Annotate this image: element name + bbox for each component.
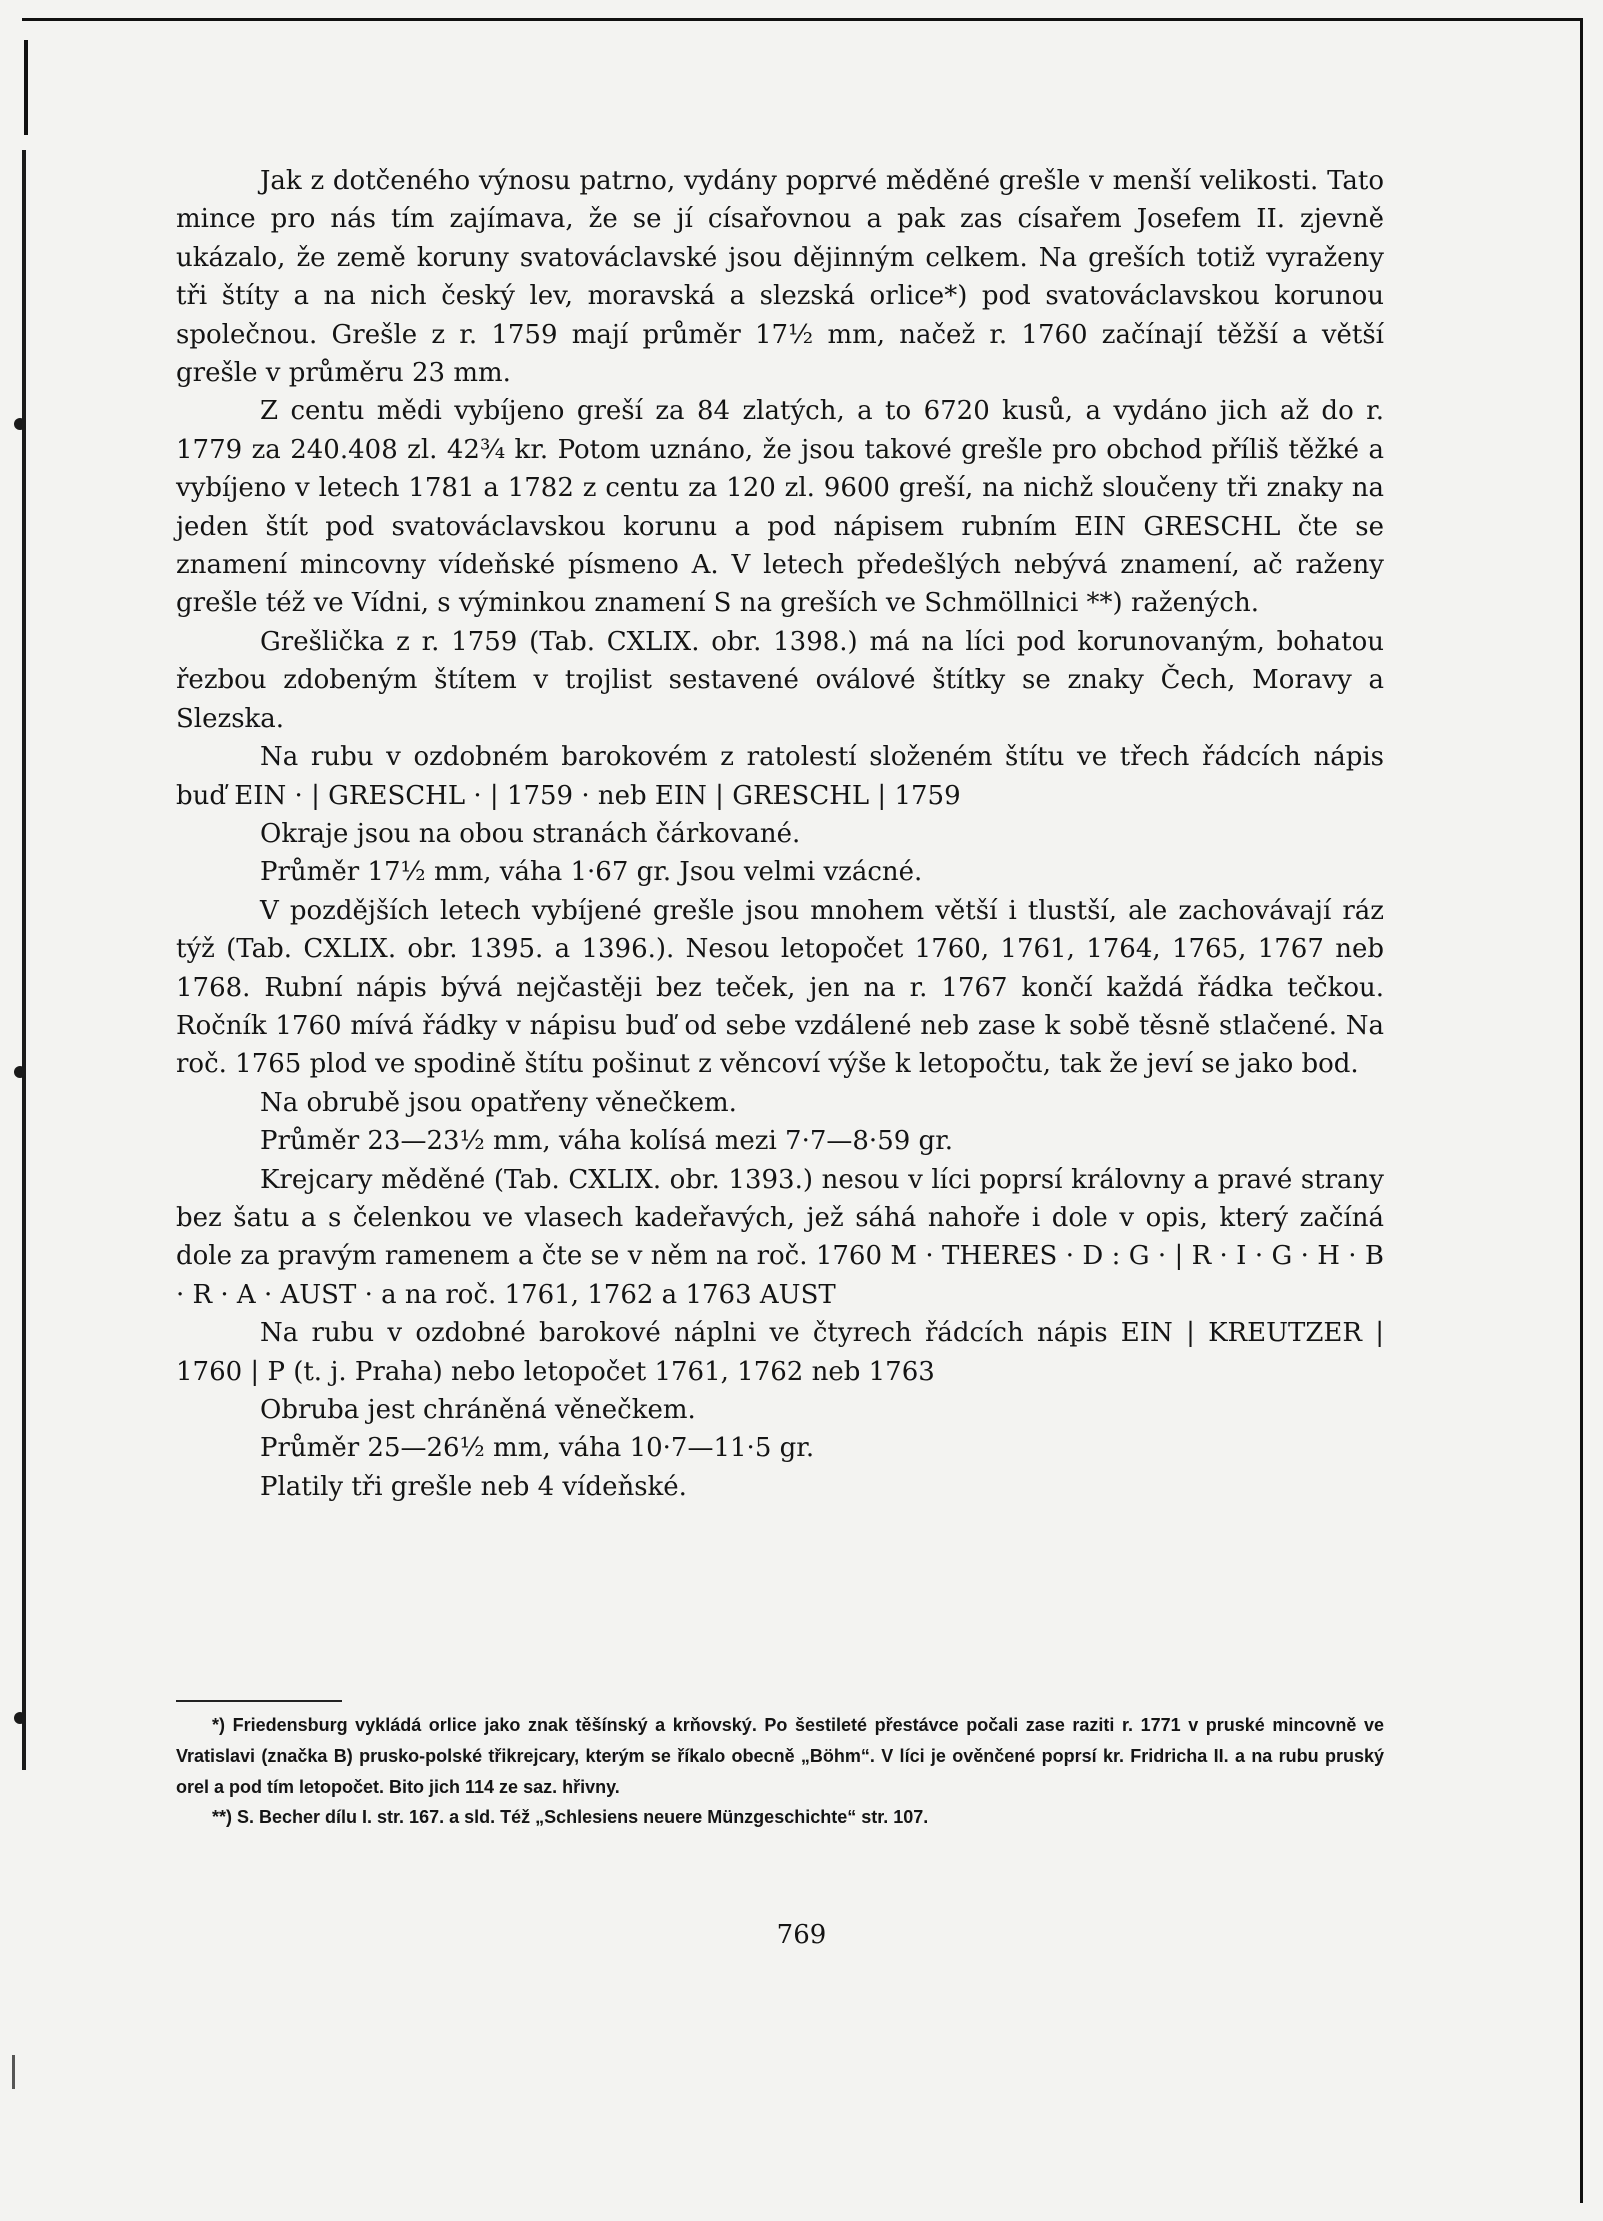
footnote-2: **) S. Becher dílu I. str. 167. a sld. Též „Schlesiens neuere Münzgeschichte“ str. 107.	[212, 1807, 929, 1828]
paragraph-5: Okraje jsou na obou stranách čárkované.	[260, 818, 801, 849]
margin-dot	[14, 1712, 26, 1724]
margin-scratch	[12, 2055, 15, 2089]
paragraph-8: Na obrubě jsou opatřeny věnečkem.	[260, 1087, 737, 1118]
paragraph-10: Krejcary měděné (Tab. CXLIX. obr. 1393.) nesou v líci poprsí královny a pravé strany bez šatu a s čelenkou ve vlasech kadeřavých, jež sáhá nahoře i dole v opis, který začíná dole za pravým ramenem a čte se v něm na roč. 1760 M · THERES · D : G · | R · I · G · H · B · R · A · AUST · a na roč. 1761, 1762 a 1763 AUST	[176, 1164, 1384, 1310]
page-number: 769	[776, 1920, 827, 1950]
footnotes	[176, 1710, 1384, 1833]
paragraph-13: Průměr 25—26½ mm, váha 10·7—11·5 gr.	[260, 1433, 815, 1464]
paragraph-7: V pozdějších letech vybíjené grešle jsou mnohem větší i tlustší, ale zachovávají ráz týž (Tab. CXLIX. obr. 1395. a 1396.). Nesou letopočet 1760, 1761, 1764, 1765, 1767 neb 1768. Rubní nápis bývá nejčastěji bez teček, jen na r. 1767 končí každá řádka tečkou. Ročník 1760 mívá řádky v nápisu buď od sebe vzdálené neb zase k sobě těsně stlačené. Na roč. 1765 plod ve spodině štítu pošinut z věncoví výše k letopočtu, tak že jeví se jako bod.	[176, 895, 1384, 1080]
paragraph-14: Platily tři grešle neb 4 vídeňské.	[260, 1471, 687, 1502]
footnote-rule	[176, 1700, 342, 1702]
paragraph-6: Průměr 17½ mm, váha 1·67 gr. Jsou velmi vzácné.	[260, 857, 923, 888]
paragraph-1: Jak z dotčeného výnosu patrno, vydány poprvé měděné grešle v menší velikosti. Tato mince pro nás tím zajímava, že se jí císařovnou a pak zas císařem Josefem II. zjevně ukázalo, že země koruny svatováclavské jsou dějinným celkem. Na greších totiž vyraženy tři štíty a na nich český lev, moravská a slezská orlice*) pod svatováclavskou korunou společnou. Grešle z r. 1759 mají průměr 17½ mm, načež r. 1760 začínají těžší a větší grešle v průměru 23 mm.	[176, 166, 1384, 389]
binding-edge-mark	[22, 150, 26, 1770]
paragraph-4: Na rubu v ozdobném barokovém z ratolestí složeném štítu ve třech řádcích nápis buď EIN · | GRESCHL · | 1759 · neb EIN | GRESCHL | 1759	[176, 742, 1384, 811]
paragraph-3: Grešlička z r. 1759 (Tab. CXLIX. obr. 1398.) má na líci pod korunovaným, bohatou řezbou zdobeným štítem v trojlist sestavené oválové štítky se znaky Čech, Moravy a Slezska.	[176, 626, 1384, 734]
paragraph-11: Na rubu v ozdobné barokové náplni ve čtyrech řádcích nápis EIN | KREUTZER | 1760 | P (t. j. Praha) nebo letopočet 1761, 1762 neb 1763	[176, 1318, 1384, 1387]
scan-frame-left	[24, 40, 28, 135]
scan-frame-top	[22, 18, 1582, 21]
footnote-1: *) Friedensburg vykládá orlice jako znak těšínský a krňovský. Po šestileté přestávce počali zase raziti r. 1771 v pruské mincovně ve Vratislavi (značka B) prusko-polské třikrejcary, kterým se říkalo obecně „Böhm“. V líci je ověnčené poprsí kr. Fridricha II. a na rubu pruský orel a pod tím letopočet. Bito jich 114 ze saz. hřivny.	[176, 1715, 1384, 1797]
margin-dot	[14, 1066, 26, 1078]
paragraph-12: Obruba jest chráněná věnečkem.	[260, 1395, 696, 1425]
scan-frame-right	[1580, 18, 1583, 2203]
paragraph-2: Z centu mědi vybíjeno greší za 84 zlatých, a to 6720 kusů, a vydáno jich až do r. 1779 za 240.408 zl. 42¾ kr. Potom uznáno, že jsou takové grešle pro obchod příliš těžké a vybíjeno v letech 1781 a 1782 z centu za 120 zl. 9600 greší, na nichž sloučeny tři znaky na jeden štít pod svatováclavskou korunu a pod nápisem rubním EIN GRESCHL čte se znamení mincovny vídeňské písmeno A. V letech předešlých nebývá znamení, ač raženy grešle též ve Vídni, s výminkou znamení S na greších ve Schmöllnici **) ražených.	[176, 396, 1384, 619]
margin-dot	[14, 418, 26, 430]
paragraph-9: Průměr 23—23½ mm, váha kolísá mezi 7·7—8·59 gr.	[260, 1126, 954, 1157]
body-text	[176, 162, 1384, 1506]
